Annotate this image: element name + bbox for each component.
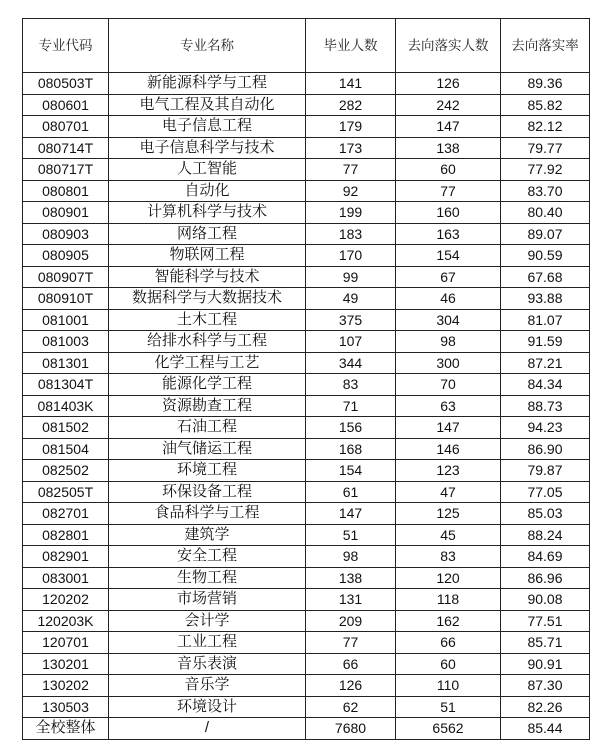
graduates-count: 282	[306, 94, 396, 116]
placed-count: 125	[396, 503, 501, 525]
table-row	[23, 73, 590, 95]
placement-rate: 90.08	[501, 589, 590, 611]
major-name: 网络工程	[109, 223, 306, 245]
placement-rate: 93.88	[501, 288, 590, 310]
placed-count: 6562	[396, 718, 501, 740]
placed-count: 60	[396, 159, 501, 181]
placement-rate: 79.87	[501, 460, 590, 482]
graduates-count: 92	[306, 180, 396, 202]
major-code: 080910T	[23, 288, 109, 310]
major-code: 080714T	[23, 137, 109, 159]
major-code: 130201	[23, 653, 109, 675]
placement-rate: 79.77	[501, 137, 590, 159]
major-code: 082701	[23, 503, 109, 525]
graduates-count: 131	[306, 589, 396, 611]
major-code: 081003	[23, 331, 109, 353]
major-name: 电子信息工程	[109, 116, 306, 138]
major-name: 建筑学	[109, 524, 306, 546]
placement-rate: 91.59	[501, 331, 590, 353]
placed-count: 110	[396, 675, 501, 697]
major-code: 全校整体	[23, 718, 109, 740]
placed-count: 51	[396, 696, 501, 718]
placement-rate: 84.69	[501, 546, 590, 568]
table-row	[23, 374, 590, 396]
major-code: 081304T	[23, 374, 109, 396]
placement-rate: 83.70	[501, 180, 590, 202]
placed-count: 98	[396, 331, 501, 353]
table-row	[23, 460, 590, 482]
table-row	[23, 116, 590, 138]
graduates-count: 199	[306, 202, 396, 224]
major-code: 130503	[23, 696, 109, 718]
table-row	[23, 137, 590, 159]
graduates-count: 49	[306, 288, 396, 310]
graduates-count: 168	[306, 438, 396, 460]
major-name: 音乐学	[109, 675, 306, 697]
table-row	[23, 417, 590, 439]
placed-count: 304	[396, 309, 501, 331]
employment-table	[22, 18, 590, 740]
major-name: 化学工程与工艺	[109, 352, 306, 374]
placement-rate: 86.96	[501, 567, 590, 589]
table-row	[23, 245, 590, 267]
table-row	[23, 352, 590, 374]
major-code: 120203K	[23, 610, 109, 632]
table-row	[23, 94, 590, 116]
placement-rate: 94.23	[501, 417, 590, 439]
table-row	[23, 524, 590, 546]
graduates-count: 154	[306, 460, 396, 482]
graduates-count: 375	[306, 309, 396, 331]
major-name: 给排水科学与工程	[109, 331, 306, 353]
graduates-count: 77	[306, 632, 396, 654]
major-code: 082801	[23, 524, 109, 546]
table-row	[23, 481, 590, 503]
graduates-count: 71	[306, 395, 396, 417]
major-code: 081301	[23, 352, 109, 374]
table-row	[23, 159, 590, 181]
major-name: 环境设计	[109, 696, 306, 718]
major-code: 120701	[23, 632, 109, 654]
table-row	[23, 696, 590, 718]
graduates-count: 344	[306, 352, 396, 374]
table-row	[23, 331, 590, 353]
placement-rate: 88.73	[501, 395, 590, 417]
table-row	[23, 180, 590, 202]
placed-count: 138	[396, 137, 501, 159]
major-name: 物联网工程	[109, 245, 306, 267]
table-row	[23, 202, 590, 224]
placement-rate: 90.91	[501, 653, 590, 675]
graduates-count: 98	[306, 546, 396, 568]
graduates-count: 173	[306, 137, 396, 159]
table-row	[23, 567, 590, 589]
major-name: 数据科学与大数据技术	[109, 288, 306, 310]
graduates-count: 209	[306, 610, 396, 632]
placed-count: 47	[396, 481, 501, 503]
graduates-count: 179	[306, 116, 396, 138]
table-row	[23, 288, 590, 310]
major-code: 080801	[23, 180, 109, 202]
placed-count: 63	[396, 395, 501, 417]
table-row	[23, 395, 590, 417]
placement-rate: 89.36	[501, 73, 590, 95]
major-code: 080903	[23, 223, 109, 245]
placed-count: 77	[396, 180, 501, 202]
table-row	[23, 223, 590, 245]
table-row	[23, 438, 590, 460]
placement-rate: 84.34	[501, 374, 590, 396]
graduates-count: 170	[306, 245, 396, 267]
placed-count: 147	[396, 417, 501, 439]
placed-count: 60	[396, 653, 501, 675]
placed-count: 46	[396, 288, 501, 310]
graduates-count: 147	[306, 503, 396, 525]
table-row	[23, 610, 590, 632]
table-row	[23, 309, 590, 331]
major-name: 市场营销	[109, 589, 306, 611]
major-name: 会计学	[109, 610, 306, 632]
header-rate: 去向落实率	[501, 19, 590, 73]
placed-count: 147	[396, 116, 501, 138]
graduates-count: 62	[306, 696, 396, 718]
graduates-count: 183	[306, 223, 396, 245]
major-name: 计算机科学与技术	[109, 202, 306, 224]
major-name: 自动化	[109, 180, 306, 202]
major-code: 080601	[23, 94, 109, 116]
major-code: 081001	[23, 309, 109, 331]
major-code: 080901	[23, 202, 109, 224]
total-row	[23, 718, 590, 740]
major-name: 土木工程	[109, 309, 306, 331]
major-code: 080717T	[23, 159, 109, 181]
major-name: /	[109, 718, 306, 740]
major-name: 生物工程	[109, 567, 306, 589]
major-name: 安全工程	[109, 546, 306, 568]
placed-count: 154	[396, 245, 501, 267]
major-code: 083001	[23, 567, 109, 589]
graduates-count: 83	[306, 374, 396, 396]
graduates-count: 141	[306, 73, 396, 95]
major-code: 081504	[23, 438, 109, 460]
table-row	[23, 675, 590, 697]
table-row	[23, 266, 590, 288]
placement-rate: 85.03	[501, 503, 590, 525]
major-name: 环境工程	[109, 460, 306, 482]
major-name: 新能源科学与工程	[109, 73, 306, 95]
major-code: 082901	[23, 546, 109, 568]
graduates-count: 99	[306, 266, 396, 288]
major-name: 食品科学与工程	[109, 503, 306, 525]
placed-count: 126	[396, 73, 501, 95]
placement-rate: 89.07	[501, 223, 590, 245]
placed-count: 66	[396, 632, 501, 654]
placement-rate: 86.90	[501, 438, 590, 460]
placed-count: 163	[396, 223, 501, 245]
graduates-count: 77	[306, 159, 396, 181]
major-name: 人工智能	[109, 159, 306, 181]
placement-rate: 87.21	[501, 352, 590, 374]
major-code: 130202	[23, 675, 109, 697]
placement-rate: 85.44	[501, 718, 590, 740]
major-name: 环保设备工程	[109, 481, 306, 503]
placed-count: 123	[396, 460, 501, 482]
table-row	[23, 503, 590, 525]
placed-count: 242	[396, 94, 501, 116]
placement-rate: 77.51	[501, 610, 590, 632]
placement-rate: 90.59	[501, 245, 590, 267]
major-code: 080905	[23, 245, 109, 267]
graduates-count: 107	[306, 331, 396, 353]
placed-count: 118	[396, 589, 501, 611]
major-code: 120202	[23, 589, 109, 611]
placement-rate: 85.71	[501, 632, 590, 654]
major-name: 电子信息科学与技术	[109, 137, 306, 159]
table-row	[23, 653, 590, 675]
header-placed: 去向落实人数	[396, 19, 501, 73]
table-row	[23, 632, 590, 654]
placed-count: 67	[396, 266, 501, 288]
major-name: 智能科学与技术	[109, 266, 306, 288]
major-code: 080503T	[23, 73, 109, 95]
major-name: 石油工程	[109, 417, 306, 439]
placed-count: 162	[396, 610, 501, 632]
major-code: 080907T	[23, 266, 109, 288]
table-row	[23, 589, 590, 611]
placement-rate: 88.24	[501, 524, 590, 546]
graduates-count: 126	[306, 675, 396, 697]
graduates-count: 138	[306, 567, 396, 589]
major-name: 能源化学工程	[109, 374, 306, 396]
placed-count: 120	[396, 567, 501, 589]
placed-count: 45	[396, 524, 501, 546]
major-name: 资源勘查工程	[109, 395, 306, 417]
table-row	[23, 546, 590, 568]
graduates-count: 156	[306, 417, 396, 439]
header-graduates: 毕业人数	[306, 19, 396, 73]
header-row	[23, 19, 590, 73]
graduates-count: 7680	[306, 718, 396, 740]
placement-rate: 87.30	[501, 675, 590, 697]
major-code: 081403K	[23, 395, 109, 417]
placement-rate: 81.07	[501, 309, 590, 331]
graduates-count: 66	[306, 653, 396, 675]
header-code: 专业代码	[23, 19, 109, 73]
placed-count: 70	[396, 374, 501, 396]
header-name: 专业名称	[109, 19, 306, 73]
placement-rate: 82.12	[501, 116, 590, 138]
major-code: 081502	[23, 417, 109, 439]
major-name: 音乐表演	[109, 653, 306, 675]
major-code: 082502	[23, 460, 109, 482]
placement-rate: 80.40	[501, 202, 590, 224]
major-code: 080701	[23, 116, 109, 138]
placement-rate: 67.68	[501, 266, 590, 288]
major-name: 电气工程及其自动化	[109, 94, 306, 116]
placed-count: 146	[396, 438, 501, 460]
major-name: 工业工程	[109, 632, 306, 654]
graduates-count: 51	[306, 524, 396, 546]
placed-count: 83	[396, 546, 501, 568]
major-code: 082505T	[23, 481, 109, 503]
placement-rate: 77.92	[501, 159, 590, 181]
placement-rate: 85.82	[501, 94, 590, 116]
placed-count: 160	[396, 202, 501, 224]
graduates-count: 61	[306, 481, 396, 503]
placement-rate: 77.05	[501, 481, 590, 503]
major-name: 油气储运工程	[109, 438, 306, 460]
placement-rate: 82.26	[501, 696, 590, 718]
placed-count: 300	[396, 352, 501, 374]
